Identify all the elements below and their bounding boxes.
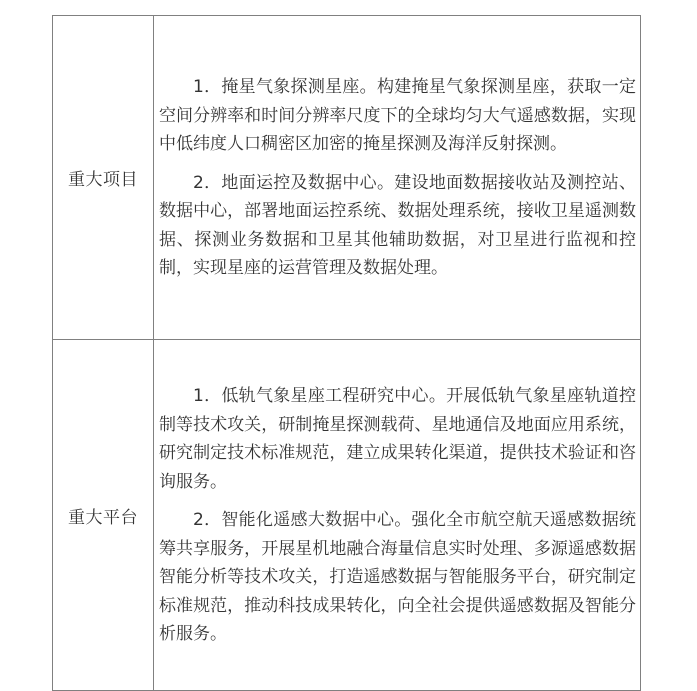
content-paragraph: 2．智能化遥感大数据中心。强化全市航空航天遥感数据统筹共享服务，开展星机地融合海量信息实时处理、多源遥感数据智能分析等技术攻关，打造遥感数据与智能服务平台，研究制定标准规范，推动科技成果转化，向全社会提供遥感数据及智能分析服务。 — [159, 510, 636, 645]
row-content-major-platforms — [154, 340, 641, 691]
row-label-major-platforms: 重大平台 — [53, 340, 154, 691]
document-table — [52, 15, 641, 691]
row-content-major-projects — [154, 16, 641, 340]
table-row — [53, 340, 641, 691]
table-row — [53, 16, 641, 340]
content-paragraph: 1．掩星气象探测星座。构建掩星气象探测星座，获取一定空间分辨率和时间分辨率尺度下的全球均匀大气遥感数据，实现中低纬度人口稠密区加密的掩星探测及海洋反射探测。 — [159, 77, 636, 155]
content-paragraph: 2．地面运控及数据中心。建设地面数据接收站及测控站、数据中心，部署地面运控系统、数据处理系统，接收卫星遥测数据、探测业务数据和卫星其他辅助数据，对卫星进行监视和控制，实现星座的运营管理及数据处理。 — [159, 172, 636, 279]
content-paragraph: 1．低轨气象星座工程研究中心。开展低轨气象星座轨道控制等技术攻关，研制掩星探测载荷、星地通信及地面应用系统，研究制定技术标准规范，建立成果转化渠道，提供技术验证和咨询服务。 — [159, 386, 636, 492]
row-label-major-projects: 重大项目 — [53, 16, 154, 340]
